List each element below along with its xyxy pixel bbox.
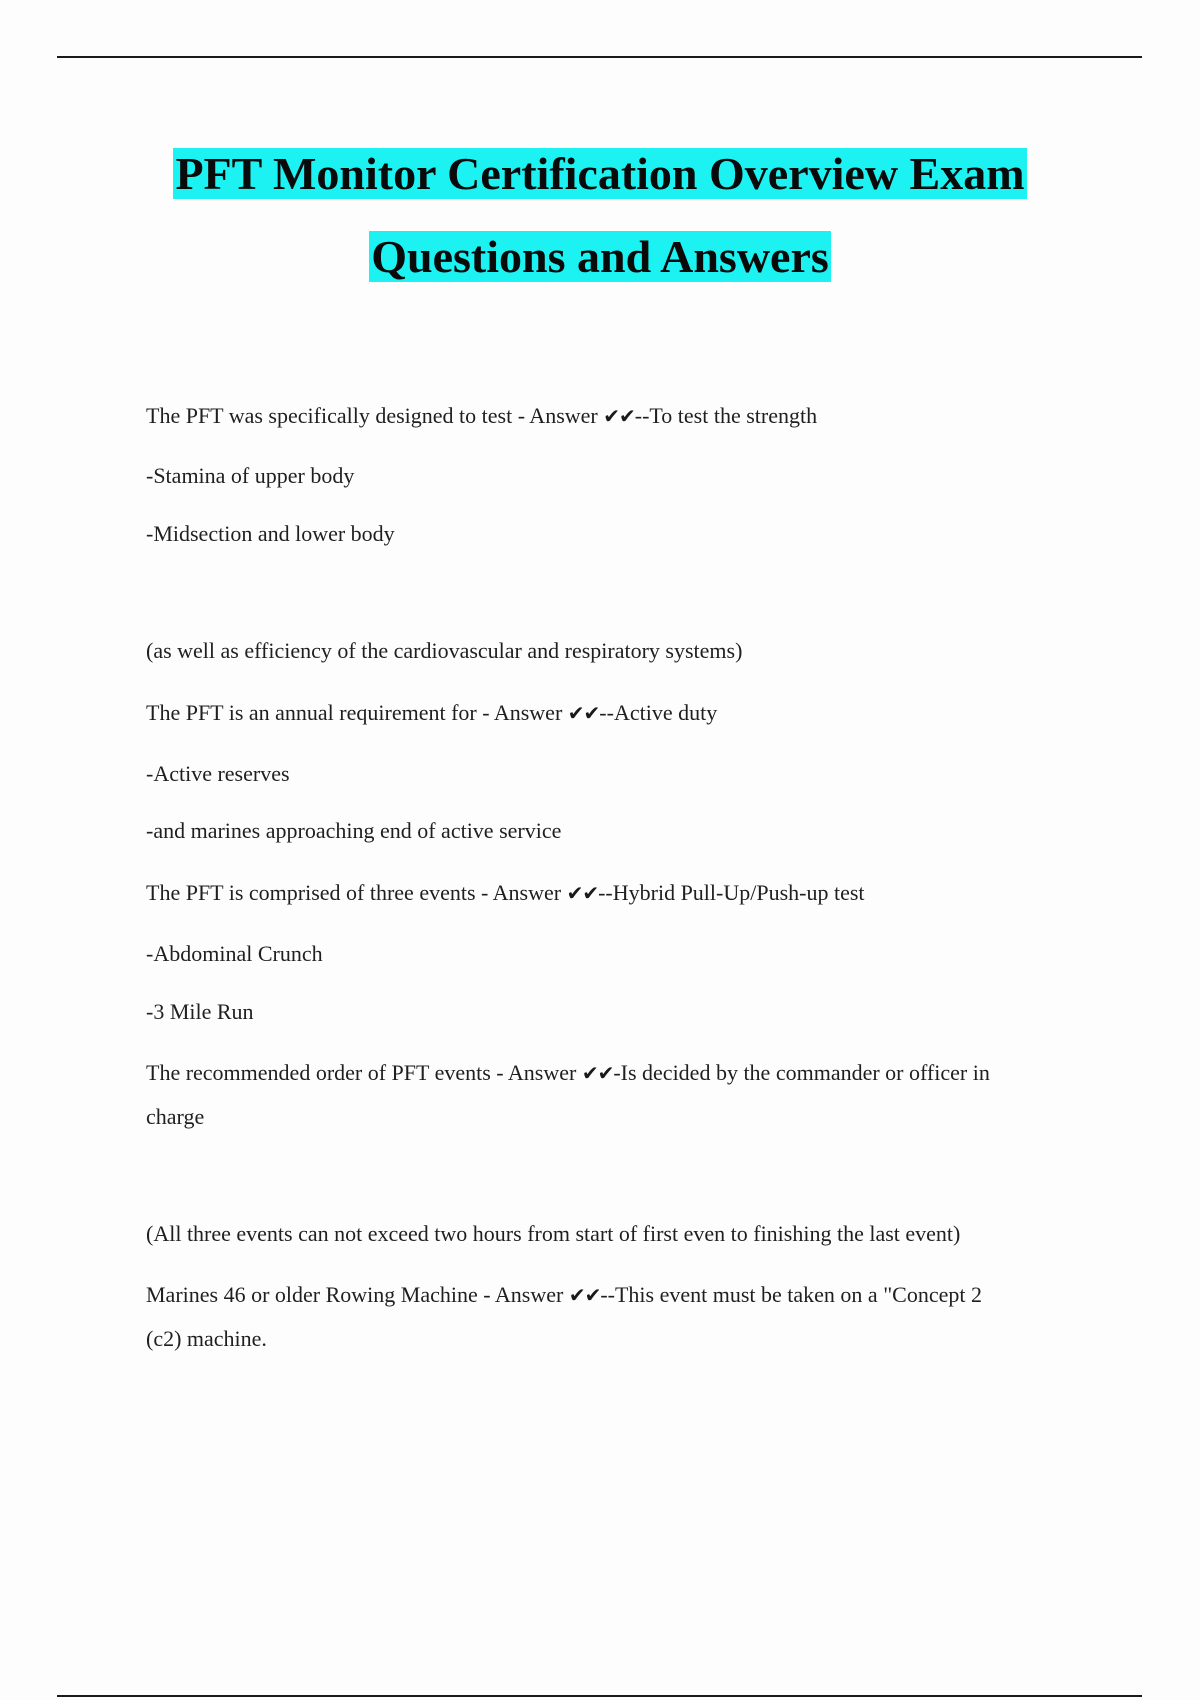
answer-3-text: --Hybrid Pull-Up/Push-up test [598,880,865,905]
question-3-text: The PFT is comprised of three events - Answer [146,880,567,905]
question-1-line [146,403,817,429]
answer-5-continuation: (c2) machine. [146,1326,267,1351]
question-4-line [146,1060,990,1086]
answer-1-note: (as well as efficiency of the cardiovascular and respiratory systems) [146,638,743,663]
footer-rule [57,1695,1142,1697]
answer-2-item-2: -Active reserves [146,761,290,786]
double-check-icon: ✔✔ [566,881,599,905]
double-check-icon: ✔✔ [603,404,635,428]
question-1-text: The PFT was specifically designed to test - Answer [146,403,604,428]
answer-1-item-2: -Stamina of upper body [146,463,355,488]
answer-5-text: --This event must be taken on a "Concept 2 [600,1282,982,1307]
double-check-icon: ✔✔ [567,701,600,725]
title-line-2: Questions and Answers [371,231,829,282]
title-line-1: PFT Monitor Certification Overview Exam [175,148,1025,199]
question-3-line [146,880,865,906]
answer-2-item-3: -and marines approaching end of active service [146,818,562,843]
question-5-line [146,1282,982,1308]
document-title [0,146,1200,312]
double-check-icon: ✔✔ [568,1283,601,1307]
answer-2-text: --Active duty [599,700,718,725]
answer-4-continuation: charge [146,1104,205,1129]
answer-1-text: --To test the strength [634,403,818,428]
answer-3-item-2: -Abdominal Crunch [146,941,323,966]
answer-4-text: -Is decided by the commander or officer in [613,1060,990,1085]
question-2-text: The PFT is an annual requirement for - Answer [146,700,568,725]
double-check-icon: ✔✔ [581,1061,614,1085]
answer-1-item-3: -Midsection and lower body [146,521,395,546]
question-5-text: Marines 46 or older Rowing Machine - Answer [146,1282,569,1307]
header-rule [57,56,1142,58]
question-4-text: The recommended order of PFT events - Answer [146,1060,582,1085]
answer-4-note: (All three events can not exceed two hours from start of first even to finishing the last event) [146,1221,961,1246]
question-2-line [146,700,717,726]
answer-3-item-3: -3 Mile Run [146,999,254,1024]
